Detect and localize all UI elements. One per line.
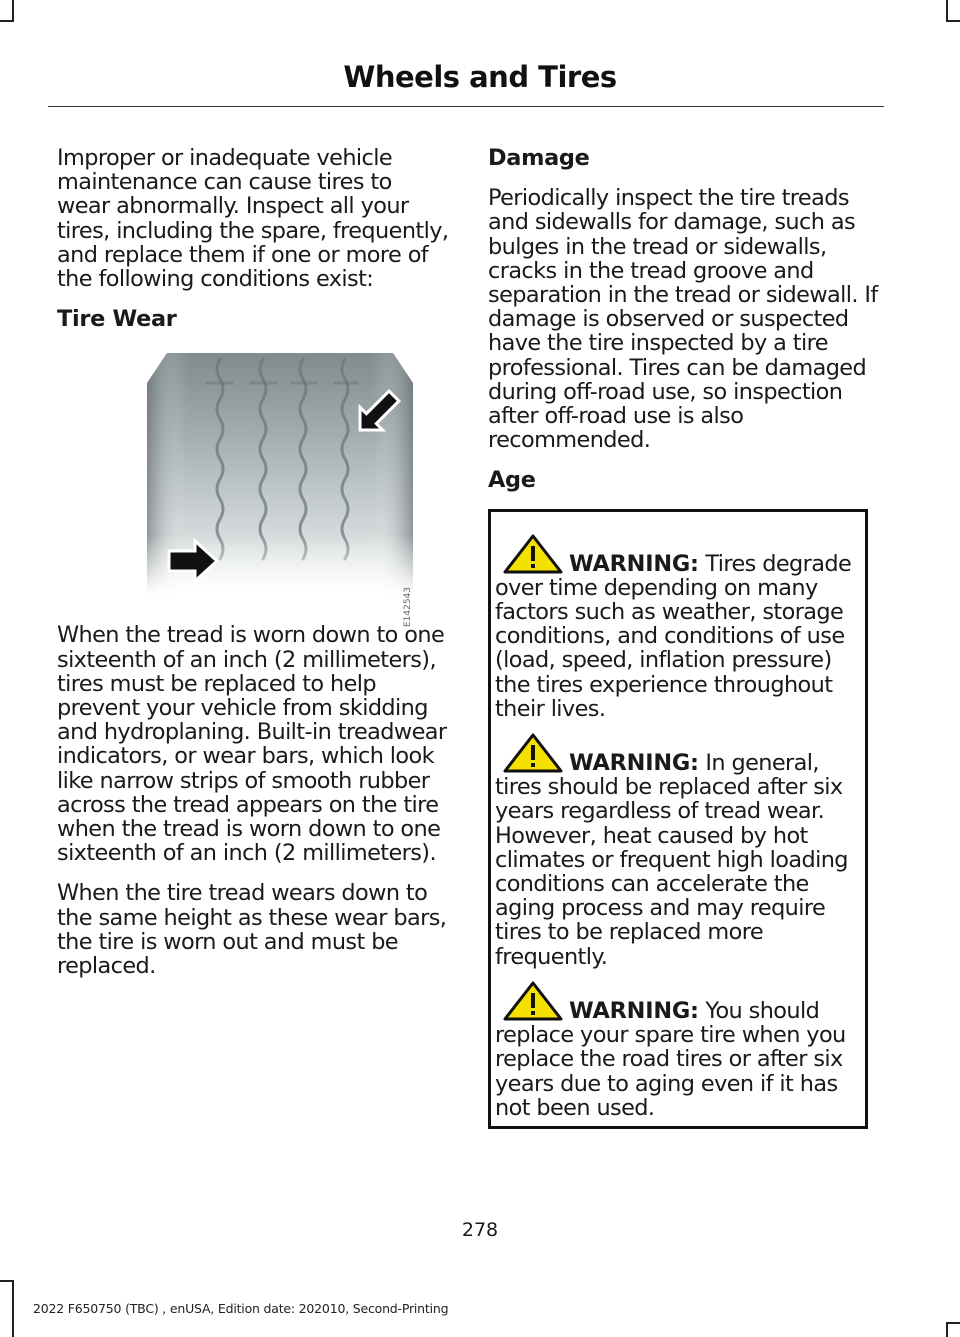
crop-mark xyxy=(946,1322,960,1324)
wear-bar-paragraph: When the tire tread wears down to the same height as these wear bars, the tire is worn out and must be replaced. xyxy=(57,880,447,980)
warning-triangle-icon xyxy=(503,733,563,773)
warning-text: Tires degrade over time depending on many factors such as weather, storage conditions, and conditions of use (load, speed, inflation pressure) the tires experience throughout their lives. xyxy=(495,550,852,722)
tire-wear-heading: Tire Wear xyxy=(57,306,177,333)
warning-3 xyxy=(495,999,859,1120)
crop-mark xyxy=(0,20,14,22)
warning-text: In general, tires should be replaced after six years regardless of tread wear. However, heat caused by hot climates or frequent high loading conditions can accelerate the aging process and may require tires to be replaced more frequently. xyxy=(495,750,848,970)
crop-mark xyxy=(946,20,960,22)
tread-wear-bar-diagram xyxy=(145,353,415,595)
warning-text: You should replace your spare tire when you replace the road tires or after six years due to aging even if it has not been used. xyxy=(495,997,846,1121)
crop-mark xyxy=(12,1280,14,1337)
crop-mark xyxy=(946,0,948,22)
right-column xyxy=(488,146,880,1129)
figure-code: E142543 xyxy=(403,587,413,628)
crop-mark xyxy=(0,1280,14,1282)
tire-tread-illustration xyxy=(145,353,415,628)
age-heading: Age xyxy=(488,467,536,494)
left-column xyxy=(57,146,449,994)
warning-label: WARNING: xyxy=(569,997,699,1024)
crop-mark xyxy=(12,0,14,22)
crop-mark xyxy=(946,1322,948,1337)
page-number: 278 xyxy=(461,1219,499,1241)
footer-edition: 2022 F650750 (TBC) , enUSA, Edition date: 202010, Second-Printing xyxy=(33,1301,449,1316)
damage-heading: Damage xyxy=(488,145,590,171)
warning-box xyxy=(488,509,868,1129)
warning-label: WARNING: xyxy=(569,550,699,577)
warning-triangle-icon xyxy=(503,981,563,1021)
intro-paragraph: Improper or inadequate vehicle maintenance can cause tires to wear abnormally. Inspect all your tires, including the spare, frequently, and replace them if one or more of the following conditions exist: xyxy=(57,145,449,293)
warning-2 xyxy=(495,751,859,969)
warning-triangle-icon xyxy=(503,534,563,574)
warning-label: WARNING: xyxy=(569,750,699,777)
warning-1 xyxy=(495,552,859,721)
damage-paragraph: Periodically inspect the tire treads and sidewalls for damage, such as bulges in the tread or sidewalls, cracks in the tread groove and separation in the tread or sidewall. If damage is observed or suspected have the tire inspected by a tire professional. Tires can be damaged during off-road use, so inspection after off-road use is also recommended. xyxy=(488,185,878,454)
tread-indicator-paragraph: When the tread is worn down to one sixteenth of an inch (2 millimeters), tires must be replaced to help prevent your vehicle from skidding and hydroplaning. Built-in treadwear indicators, or wear bars, which look like narrow strips of smooth rubber across the tread appears on the tire when the tread is worn down to one sixteenth of an inch (2 millimeters). xyxy=(57,622,447,867)
page-title: Wheels and Tires xyxy=(343,60,617,94)
header-divider xyxy=(48,106,884,107)
